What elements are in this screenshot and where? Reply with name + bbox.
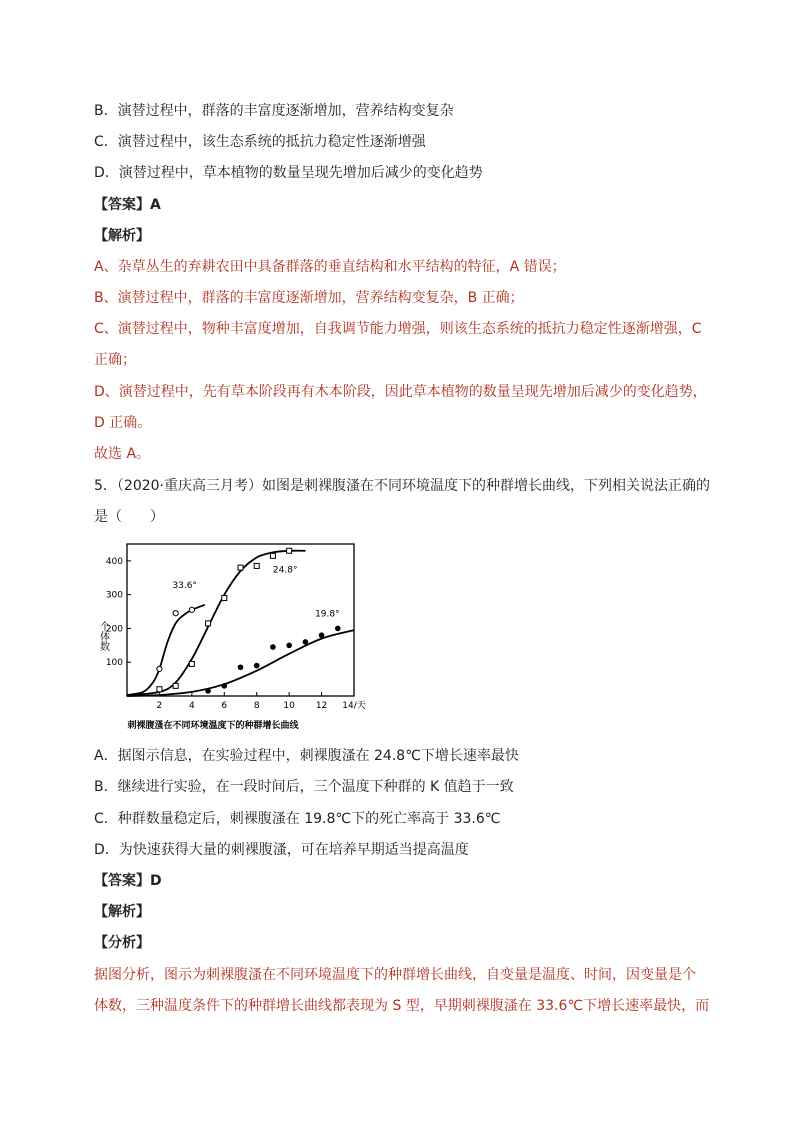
data-point-filled-circle: [238, 664, 244, 670]
chart-caption: 刺裸腹溞在不同环境温度下的种群增长曲线: [127, 721, 299, 731]
data-point-square: [189, 661, 194, 666]
data-point-open-circle: [189, 607, 194, 612]
option-q4-b: B．演替过程中，群落的丰富度逐渐增加，营养结构变复杂: [94, 103, 454, 119]
y-tick-label: 200: [105, 624, 123, 635]
analysis-q4-line: D、演替过程中，先有草本阶段再有木本阶段，因此草本植物的数量呈现先增加后减少的变化趋势，: [94, 384, 707, 400]
y-axis-label: 个体数: [97, 621, 109, 651]
data-point-square: [254, 563, 259, 568]
data-point-open-circle: [173, 611, 178, 616]
chart-svg: [92, 540, 366, 735]
population-growth-chart: [92, 540, 366, 735]
x-tick-label: 12: [315, 701, 328, 711]
analysis-q5-line: 据图分析，图示为刺裸腹溞在不同环境温度下的种群增长曲线，自变量是温度、时间，因变量是个: [94, 967, 696, 983]
question-5-stem-cont: 是（ ）: [94, 509, 164, 525]
data-point-square: [173, 683, 178, 688]
analysis-q4-line: C、演替过程中，物种丰富度增加，自我调节能力增强，则该生态系统的抵抗力稳定性逐渐增强，C: [94, 321, 702, 337]
data-point-filled-circle: [221, 683, 227, 689]
data-point-square: [157, 687, 162, 692]
data-point-square: [206, 621, 211, 626]
analysis-q5-line: 体数，三种温度条件下的种群增长曲线都表现为 S 型，早期刺裸腹溞在 33.6℃下增长速率最快，而: [94, 998, 710, 1014]
y-tick-label: 100: [105, 658, 123, 669]
option-q5-b: B．继续进行实验，在一段时间后，三个温度下种群的 K 值趋于一致: [94, 779, 514, 795]
data-point-square: [287, 548, 292, 553]
analysis-q4-line: 故选 A。: [94, 446, 151, 462]
y-tick-label: 400: [105, 556, 123, 567]
data-point-square: [270, 553, 275, 558]
series-label: 19.8°: [315, 609, 340, 620]
data-point-filled-circle: [286, 643, 292, 649]
data-point-filled-circle: [254, 663, 260, 669]
analysis-q4-line: D 正确。: [94, 415, 152, 431]
series-label: 24.8°: [272, 565, 298, 576]
option-q5-a: A．据图示信息，在实验过程中，刺裸腹溞在 24.8℃下增长速率最快: [94, 748, 519, 764]
x-tick-label: 14/天: [342, 701, 366, 711]
data-point-filled-circle: [303, 639, 309, 645]
data-point-square: [238, 565, 243, 570]
x-tick-label: 2: [156, 701, 163, 711]
data-point-filled-circle: [270, 644, 276, 650]
analysis-label-q5: 【解析】: [94, 904, 150, 920]
analysis-label-q4: 【解析】: [94, 228, 150, 244]
answer-q4: 【答案】A: [94, 197, 161, 213]
x-tick-label: 10: [283, 701, 295, 711]
data-point-filled-circle: [319, 632, 325, 638]
option-q4-d: D．演替过程中，草本植物的数量呈现先增加后减少的变化趋势: [94, 165, 483, 181]
x-tick-label: 6: [221, 701, 228, 711]
question-5-stem: 5．（2020·重庆高三月考）如图是刺裸腹溞在不同环境温度下的种群增长曲线，下列相关说法正确的: [94, 478, 710, 494]
analysis-q4-line: B、演替过程中，群落的丰富度逐渐增加，营养结构变复杂，B 正确；: [94, 290, 524, 306]
y-tick-label: 300: [105, 590, 123, 601]
data-point-filled-circle: [335, 626, 341, 632]
analysis-sub-label-q5: 【分析】: [94, 935, 150, 951]
option-q5-c: C．种群数量稳定后，刺裸腹溞在 19.8℃下的死亡率高于 33.6℃: [94, 811, 501, 827]
option-q5-d: D．为快速获得大量的刺裸腹溞，可在培养早期适当提高温度: [94, 842, 469, 858]
x-tick-label: 4: [188, 701, 195, 711]
series-label: 33.6°: [172, 580, 197, 591]
data-point-square: [222, 596, 227, 601]
answer-q5: 【答案】D: [94, 873, 162, 889]
data-point-filled-circle: [205, 688, 211, 694]
series-curve: [127, 605, 205, 695]
data-point-open-circle: [157, 666, 162, 671]
x-tick-label: 8: [253, 701, 260, 711]
analysis-q4-line: 正确；: [94, 352, 136, 368]
analysis-q4-line: A、杂草丛生的弃耕农田中具备群落的垂直结构和水平结构的特征，A 错误；: [94, 259, 566, 275]
option-q4-c: C．演替过程中，该生态系统的抵抗力稳定性逐渐增强: [94, 134, 426, 150]
